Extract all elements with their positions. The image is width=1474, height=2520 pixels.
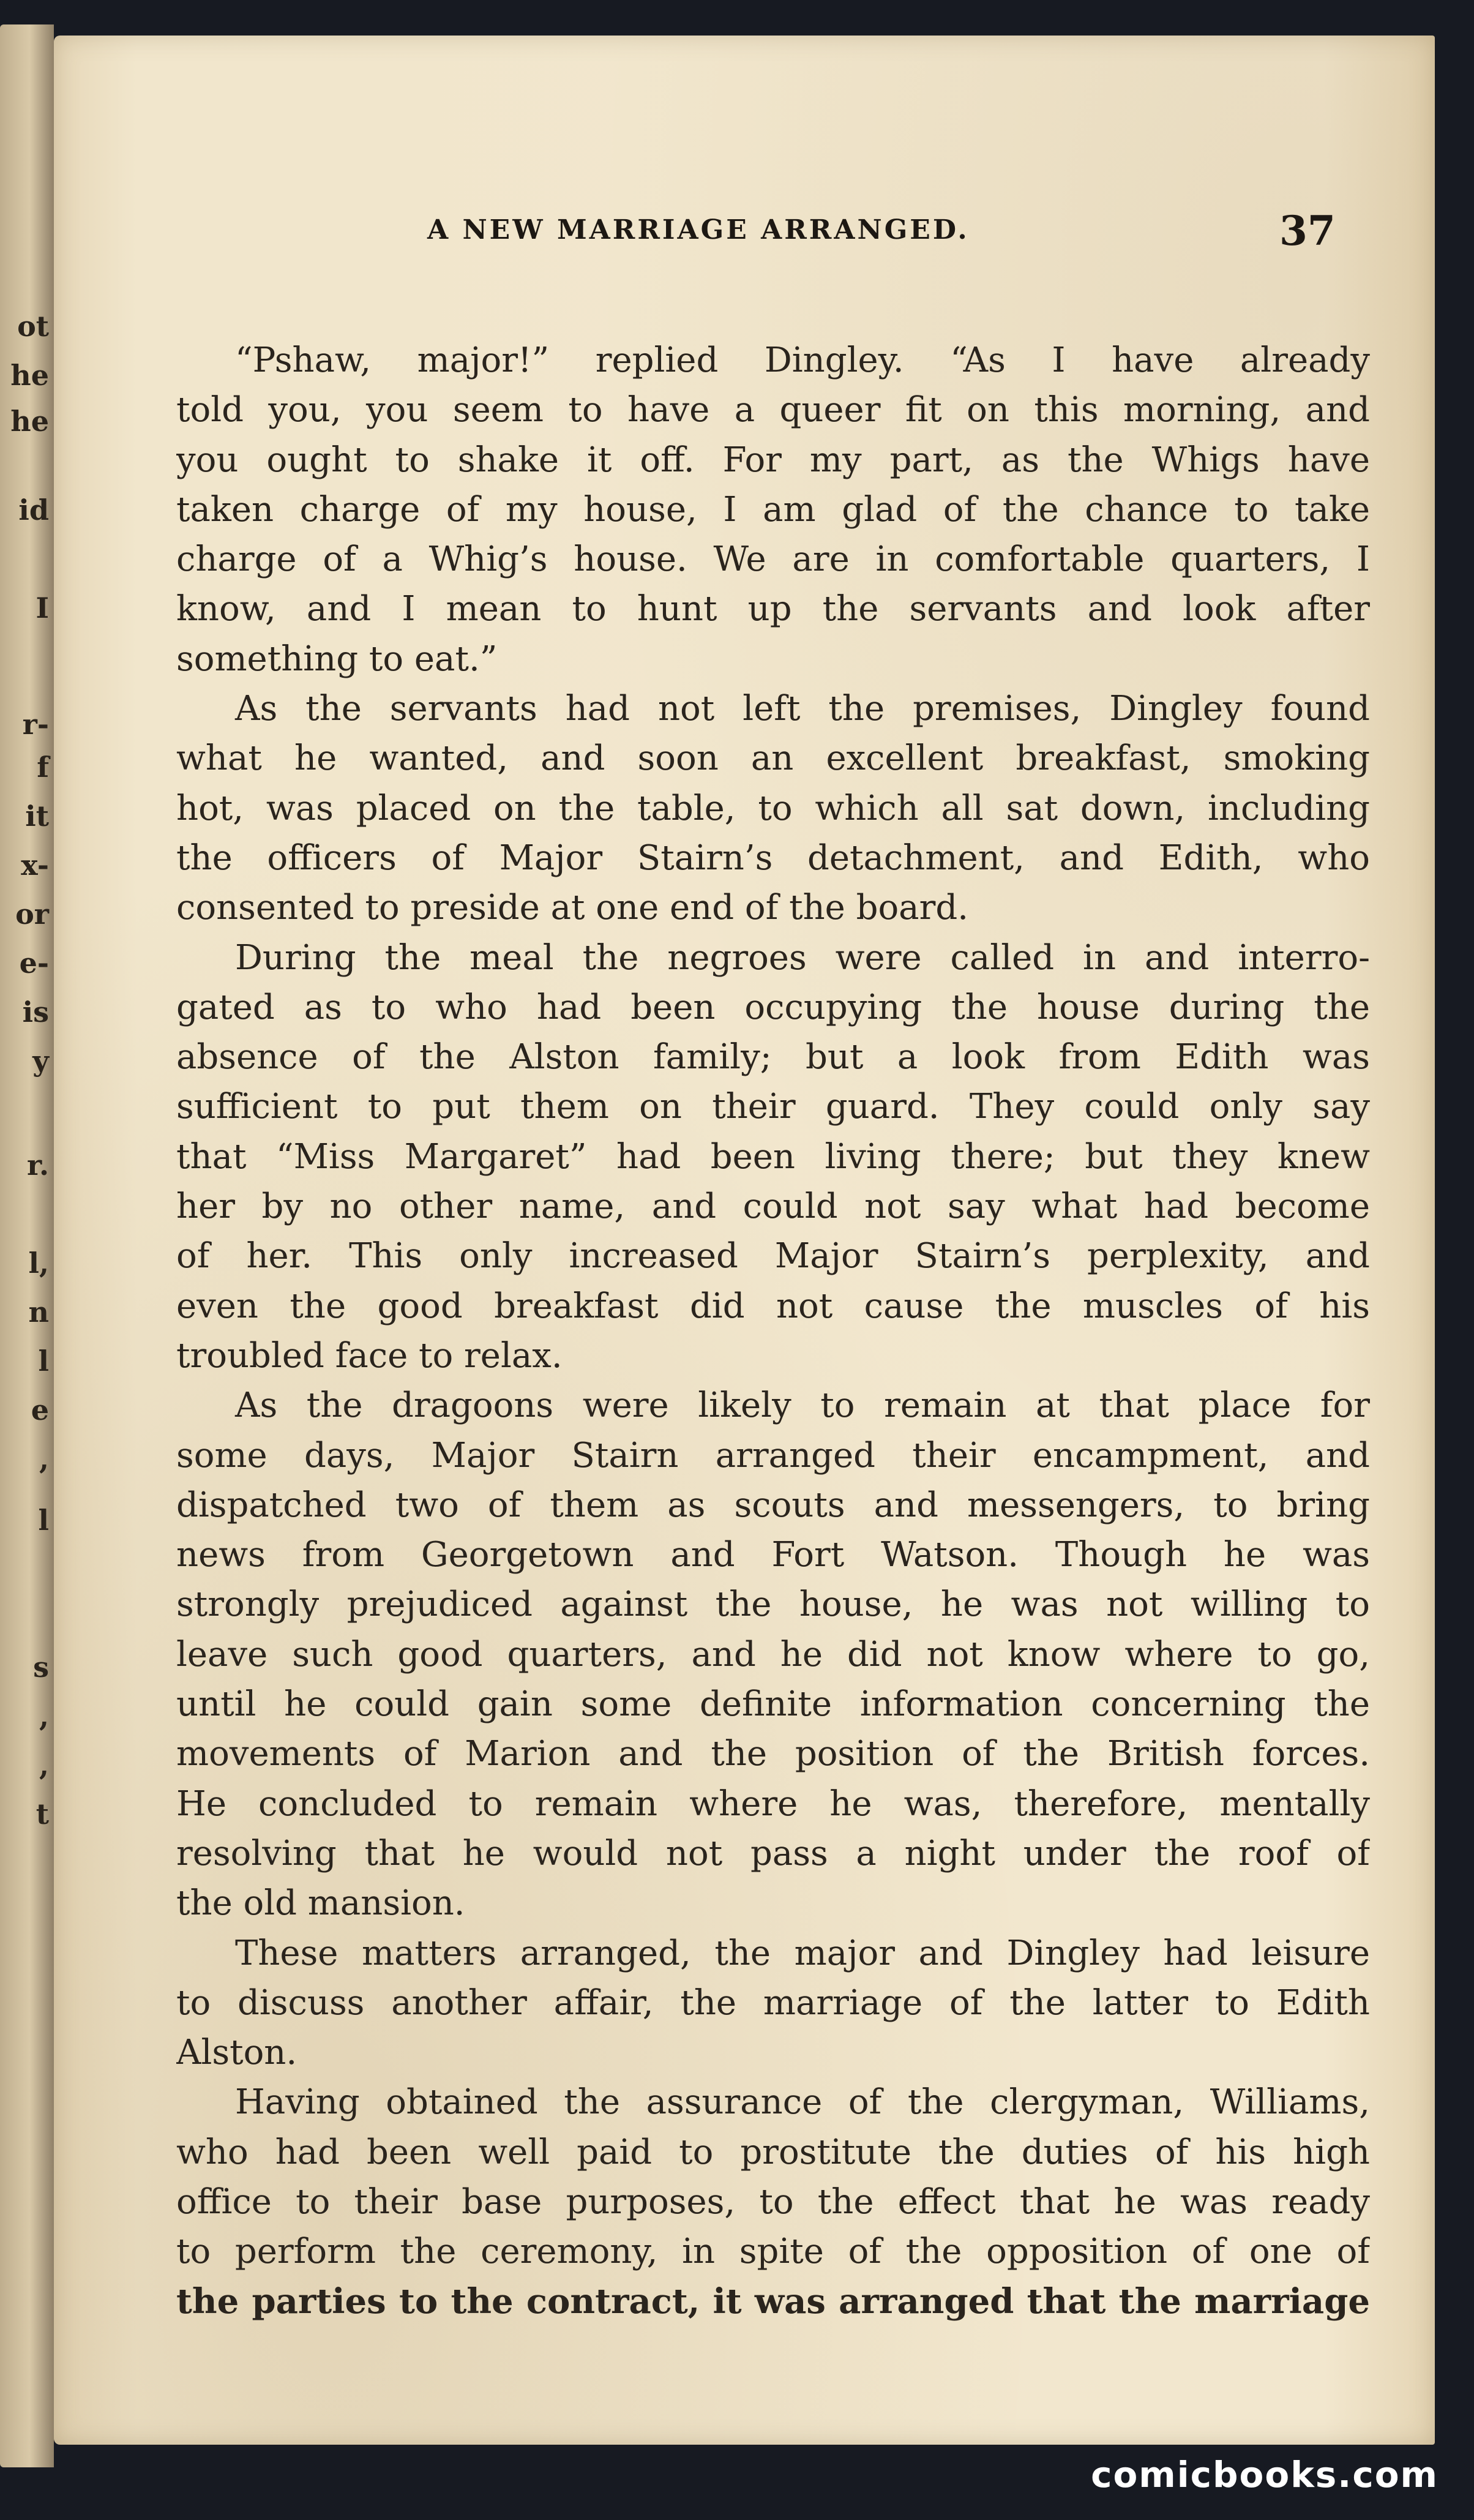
- text-line: sufficient to put them on their guard. They could only say: [176, 1087, 1370, 1127]
- text-line: her by no other name, and could not say what had become: [176, 1187, 1370, 1227]
- facing-page-fragment: ,: [39, 1749, 49, 1782]
- text-line: taken charge of my house, I am glad of the chance to take: [176, 489, 1370, 530]
- facing-page-fragment: x-: [21, 849, 49, 882]
- text-line: dispatched two of them as scouts and messengers, to bring: [176, 1485, 1370, 1525]
- facing-page-fragment: e-: [19, 947, 49, 980]
- text-line: As the servants had not left the premises, Dingley found: [235, 689, 1370, 729]
- facing-page-fragment: y: [32, 1044, 49, 1078]
- text-line: These matters arranged, the major and Dingley had leisure: [235, 1933, 1370, 1973]
- text-line: strongly prejudiced against the house, he was not willing to: [176, 1584, 1370, 1625]
- text-line: some days, Major Stairn arranged their encampment, and: [176, 1435, 1370, 1476]
- facing-page-fragment: s: [33, 1651, 49, 1684]
- text-line: leave such good quarters, and he did not know where to go,: [176, 1634, 1370, 1674]
- facing-page-fragment: l: [38, 1504, 49, 1537]
- text-line: what he wanted, and soon an excellent breakfast, smoking: [176, 738, 1370, 779]
- text-line: Having obtained the assurance of the clergyman, Williams,: [235, 2082, 1370, 2123]
- text-line: office to their base purposes, to the effect that he was ready: [176, 2181, 1370, 2222]
- facing-page-edge: [0, 24, 54, 2467]
- site-watermark: comicbooks.com: [1091, 2454, 1438, 2496]
- facing-page-fragment: t: [36, 1798, 49, 1831]
- text-line: During the meal the negroes were called in and interro-: [235, 937, 1370, 978]
- facing-page-fragment: he: [10, 405, 49, 438]
- text-line: news from Georgetown and Fort Watson. Though he was: [176, 1535, 1370, 1575]
- text-line: of her. This only increased Major Stairn’s perplexity, and: [176, 1236, 1370, 1277]
- facing-page-fragment: e: [31, 1393, 49, 1427]
- text-line: you ought to shake it off. For my part, as the Whigs have: [176, 440, 1370, 480]
- text-line: troubled face to relax.: [176, 1335, 563, 1376]
- text-line: told you, you seem to have a queer fit on this morning, and: [176, 390, 1370, 430]
- text-line: the officers of Major Stairn’s detachment, and Edith, who: [176, 838, 1370, 878]
- facing-page-fragment: ot: [17, 310, 49, 343]
- text-line: consented to preside at one end of the board.: [176, 888, 968, 928]
- facing-page-fragment: ,: [39, 1442, 49, 1476]
- text-line: to discuss another affair, the marriage of the latter to Edith: [176, 1982, 1370, 2023]
- facing-page-fragment: l: [38, 1344, 49, 1378]
- text-line: As the dragoons were likely to remain at that place for: [235, 1386, 1370, 1426]
- text-line: something to eat.”: [176, 639, 498, 679]
- facing-page-fragment: it: [25, 800, 49, 833]
- facing-page-fragment: is: [22, 996, 49, 1029]
- book-page: [54, 36, 1435, 2445]
- facing-page-fragment: n: [28, 1296, 49, 1329]
- text-line: He concluded to remain where he was, therefore, mentally: [176, 1783, 1370, 1824]
- text-line: Alston.: [176, 2033, 297, 2073]
- text-line: absence of the Alston family; but a look from Edith was: [176, 1037, 1370, 1078]
- running-head: A NEW MARRIAGE ARRANGED.: [427, 214, 970, 246]
- text-line: who had been well paid to prostitute the duties of his high: [176, 2132, 1370, 2172]
- facing-page-fragment: or: [15, 898, 49, 931]
- text-line: hot, was placed on the table, to which all sat down, including: [176, 788, 1370, 828]
- facing-page-fragment: l,: [28, 1247, 49, 1280]
- body-text: [176, 336, 1370, 2327]
- text-line: “Pshaw, major!” replied Dingley. “As I have already: [235, 340, 1370, 380]
- facing-page-fragment: f: [37, 751, 49, 784]
- text-line: to perform the ceremony, in spite of the opposition of one of: [176, 2232, 1370, 2272]
- text-line: the old mansion.: [176, 1883, 465, 1924]
- facing-page-fragment: ,: [39, 1700, 49, 1733]
- text-line: the parties to the contract, it was arranged that the marriage: [176, 2281, 1370, 2322]
- facing-page-fragment: I: [36, 591, 49, 624]
- text-line: gated as to who had been occupying the house during the: [176, 987, 1370, 1027]
- text-line: even the good breakfast did not cause the muscles of his: [176, 1286, 1370, 1326]
- text-line: know, and I mean to hunt up the servants and look after: [176, 589, 1370, 629]
- text-line: that “Miss Margaret” had been living there; but they knew: [176, 1136, 1370, 1177]
- page-number: 37: [1279, 207, 1336, 255]
- text-line: charge of a Whig’s house. We are in comfortable quarters, I: [176, 539, 1370, 580]
- facing-page-fragment: r-: [22, 708, 49, 741]
- text-line: resolving that he would not pass a night under the roof of: [176, 1833, 1370, 1873]
- text-line: movements of Marion and the position of the British forces.: [176, 1734, 1370, 1774]
- facing-page-fragment: id: [18, 493, 49, 527]
- text-line: until he could gain some definite information concerning the: [176, 1684, 1370, 1725]
- facing-page-fragment: r.: [26, 1149, 49, 1182]
- facing-page-fragment: he: [10, 359, 49, 392]
